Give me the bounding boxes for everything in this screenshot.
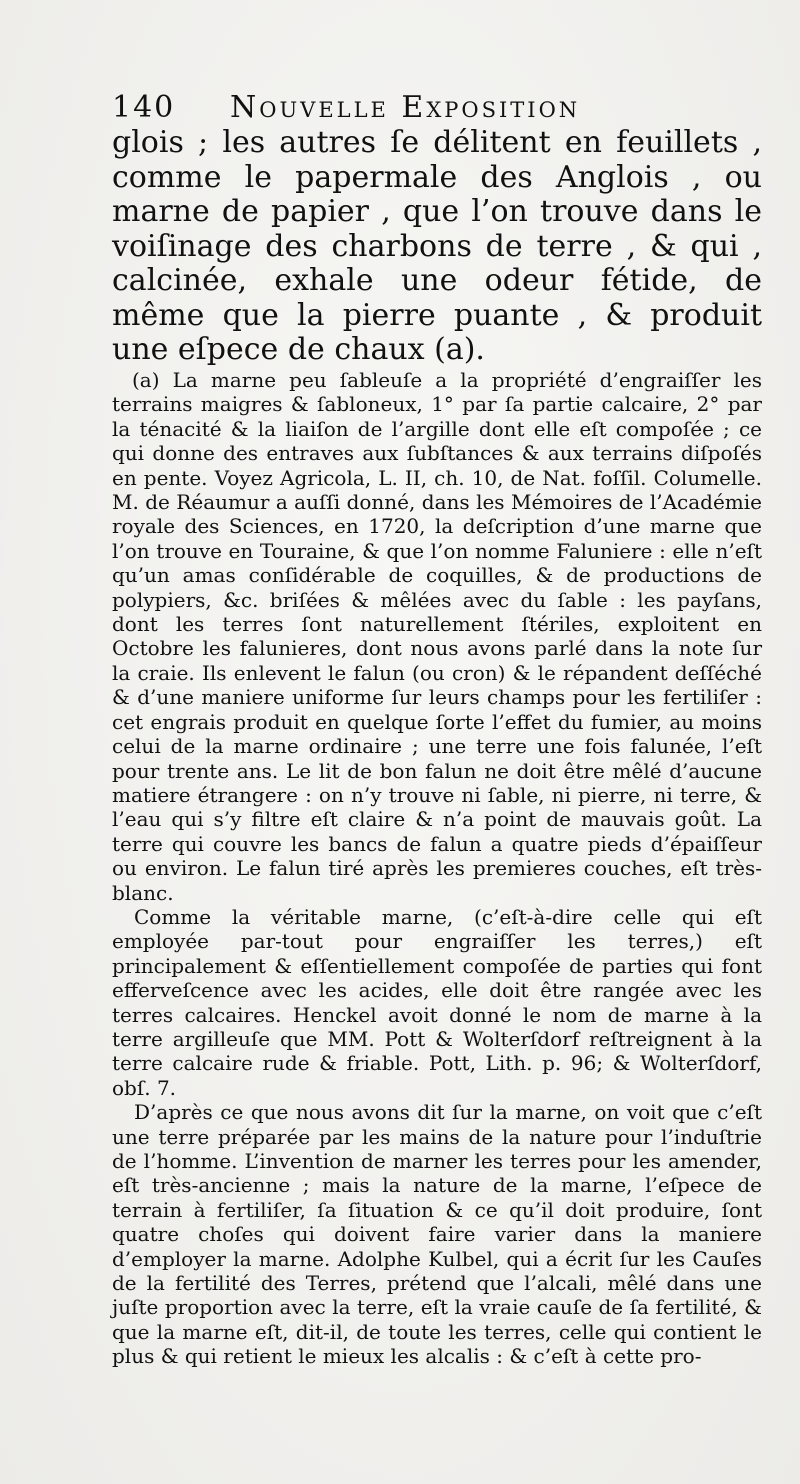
main-text [112, 126, 762, 368]
footnote-paragraph-2: Comme la véritable marne, (c’eſt-à-dire celle qui eſt employée par-tout pour engraiſſer les terres,) eſt principalement & eſſentiellement compoſée de parties qui font efferveſcence avec les acides, elle doit être rangée avec les terres calcaires. Henckel avoit donné le nom de marne à la terre argilleuſe que MM. Pott & Wolterſdorf reſtreignent à la terre calcaire rude & friable. Pott, Lith. p. 96; & Wolterſdorf, obſ. 7. [112, 904, 762, 1100]
main-paragraph: glois ; les autres ſe délitent en feuillets , comme le papermale des Anglois , ou marne de papier , que l’on trouve dans le voiſinage des charbons de terre , & qui , calcinée, exhale une odeur fétide, de même que la pierre puante , & produit une eſpece de chaux (a). [112, 125, 762, 367]
running-title: Nouvelle Exposition [230, 90, 581, 125]
page-number: 140 [112, 90, 176, 125]
footnote [112, 368, 762, 1369]
footnote-paragraph-3: D’après ce que nous avons dit ſur la marne, on voit que c’eſt une terre préparée par les mains de la nature pour l’induſtrie de l’homme. L’invention de marner les terres pour les amender, eſt très-ancienne ; mais la nature de la marne, l’eſpece de terrain à fertiliſer, ſa ſituation & ce qu’il doit produire, ſont quatre choſes qui doivent faire varier dans la maniere d’employer la marne. Adolphe Kulbel, qui a écrit ſur les Cauſes de la fertilité des Terres, prétend que l’alcali, mêlé dans une juſte proportion avec la terre, eſt la vraie cauſe de ſa fertilité, & que la marne eſt, dit-il, de toute les terres, celle qui contient le plus & qui retient le mieux les alcalis : & c’eſt à cette pro- [112, 1100, 762, 1369]
footnote-paragraph-1: (a) La marne peu ſableuſe a la propriété d’engraiſſer les terrains maigres & ſabloneux, 1° par ſa partie calcaire, 2° par la ténacité & la liaiſon de l’argille dont elle eſt compoſée ; ce qui donne des entraves aux ſubſtances & aux terrains diſpoſés en pente. Voyez Agricola, L. II, ch. 10, de Nat. foſſil. Columelle. M. de Réaumur a auſſi donné, dans les Mémoires de l’Académie royale des Sciences, en 1720, la deſcription d’une marne que l’on trouve en Touraine, & que l’on nomme Faluniere : elle n’eſt qu’un amas conſidérable de coquilles, & de productions de polypiers, &c. briſées & mêlées avec du ſable : les payſans, dont les terres ſont naturellement ſtériles, exploitent en Octobre les falunieres, dont nous avons parlé dans la note ſur la craie. Ils enlevent le falun (ou cron) & le répandent deſſéché & d’une maniere uniforme ſur leurs champs pour les fertiliſer : cet engrais produit en quelque ſorte l’effet du fumier, au moins celui de la marne ordinaire ; une terre une fois falunée, l’eſt pour trente ans. Le lit de bon falun ne doit être mêlé d’aucune matiere étrangere : on n’y trouve ni ſable, ni pierre, ni terre, & l’eau qui s’y filtre eſt claire & n’a point de mauvais goût. La terre qui couvre les bancs de falun a quatre pieds d’épaiſſeur ou environ. Le falun tiré après les premieres couches, eſt très-blanc. [112, 368, 762, 905]
page-header [112, 88, 672, 128]
